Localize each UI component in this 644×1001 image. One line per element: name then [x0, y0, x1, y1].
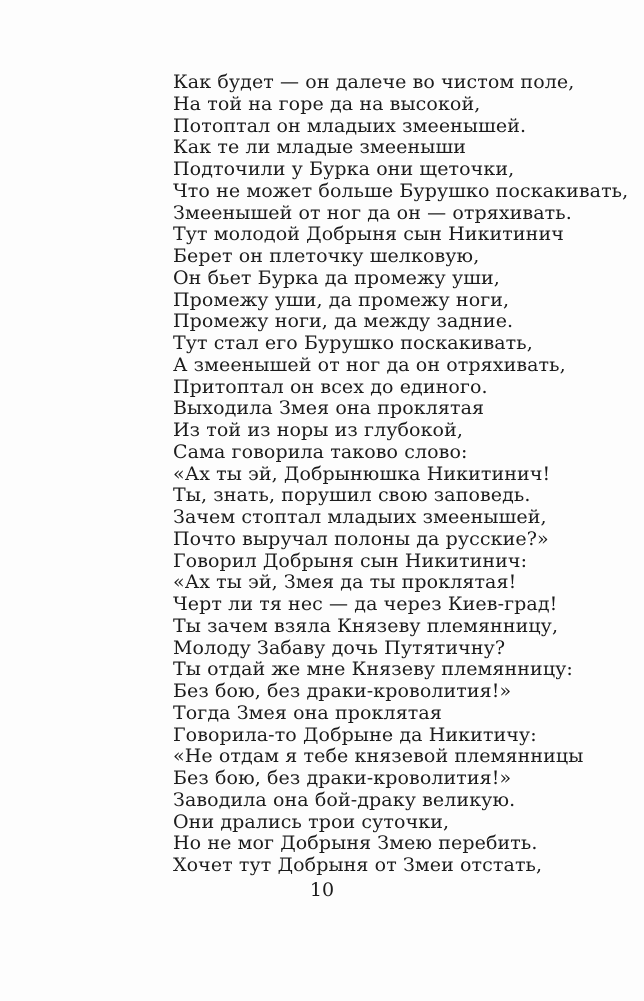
poem-line: Промежу ноги, да между задние.: [173, 310, 514, 333]
poem-line: Потоптал он младыих змеенышей.: [173, 114, 527, 137]
page-number: 10: [309, 879, 335, 901]
poem-line: Ты отдай же мне Князеву племянницу:: [173, 658, 573, 681]
poem-line: Хочет тут Добрыня от Змеи отстать,: [173, 854, 543, 876]
poem-line: Без бою, без драки-кроволития!»: [173, 767, 512, 789]
poem-line: Промежу уши, да промежу ноги,: [173, 288, 510, 311]
poem-line: Но не мог Добрыня Змею перебить.: [173, 832, 538, 855]
poem-line: Заводила она бой-драку великую.: [173, 788, 516, 811]
poem-line: А змеенышей от ног да он отряхивать,: [173, 353, 566, 376]
poem-line: Как будет — он далече во чистом поле,: [173, 71, 575, 93]
poem-line: Подточили у Бурка они щеточки,: [173, 158, 515, 180]
poem-line: Почто выручал полоны да русские?»: [173, 527, 549, 550]
poem-line: Говорил Добрыня сын Никитинич:: [173, 549, 528, 572]
poem-line: На той на горе да на высокой,: [173, 92, 481, 115]
poem-line: Как те ли младые змееныши: [173, 136, 467, 159]
poem-line: Он бьет Бурка да промежу уши,: [173, 266, 500, 289]
poem-line: Сама говорила таково слово:: [173, 440, 468, 463]
poem-line: Говорила-то Добрыне да Никитичу:: [173, 723, 537, 746]
poem-line: Змеенышей от ног да он — отряхивать.: [173, 201, 572, 224]
poem-line: Молоду Забаву дочь Путятичну?: [173, 636, 506, 659]
poem-line: Из той из норы из глубокой,: [173, 419, 463, 441]
poem-line: Тогда Змея она проклятая: [173, 701, 442, 724]
poem-line: Они дрались трои суточки,: [173, 810, 450, 833]
poem-text-block: [173, 72, 628, 877]
poem-line: Что не может больше Бурушко поскакивать,: [173, 179, 629, 202]
poem-line: Ты, знать, порушил свою заповедь.: [173, 484, 531, 507]
poem-line: Зачем стоптал младыих змеенышей,: [173, 506, 547, 528]
poem-line: Тут стал его Бурушко поскакивать,: [173, 332, 533, 354]
poem-line: Притоптал он всех до единого.: [173, 375, 488, 398]
poem-line: Черт ли тя нес — да через Киев-град!: [173, 593, 558, 615]
poem-line: Тут молодой Добрыня сын Никитинич: [173, 223, 564, 246]
poem-line: Ты зачем взяла Князеву племянницу,: [173, 614, 559, 637]
poem-line: Берет он плеточку шелковую,: [173, 245, 480, 267]
poem-line: «Ах ты эй, Добрынюшка Никитинич!: [173, 462, 551, 485]
poem-line: «Ах ты эй, Змея да ты проклятая!: [173, 571, 517, 594]
poem-line: «Не отдам я тебе князевой племянницы: [173, 745, 584, 768]
poem-line: Выходила Змея она проклятая: [173, 397, 485, 420]
poem-line: Без бою, без драки-кроволития!»: [173, 680, 512, 702]
